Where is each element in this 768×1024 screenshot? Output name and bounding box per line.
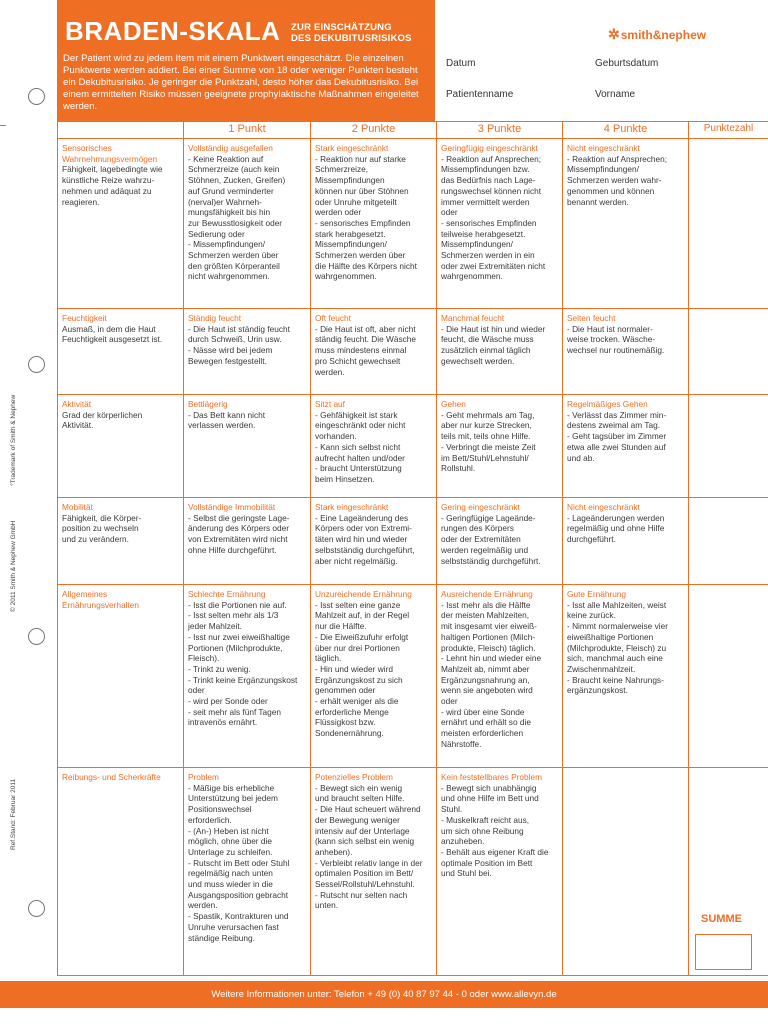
- score-line: - Kann sich selbst nicht: [315, 441, 401, 452]
- score-line: etwa alle zwei Stunden auf: [567, 441, 666, 452]
- score-cell: [184, 585, 311, 768]
- header-cell: Punktezahl: [689, 122, 768, 139]
- score-line: - Isst selten eine ganze: [315, 599, 401, 610]
- score-line: - Geringfügige Lageände-: [441, 512, 536, 523]
- criterion-title: Feuchtigkeit: [62, 313, 107, 323]
- score-line: ständige Reibung.: [188, 932, 255, 943]
- score-line: pro Schicht gewechselt: [315, 355, 401, 366]
- table-row: [58, 768, 768, 976]
- score-line: der meisten Mahlzeiten,: [441, 610, 530, 621]
- score-line: - Die Haut ist oft, aber nicht: [315, 323, 416, 334]
- logo-star-icon: ✲: [608, 26, 620, 42]
- score-title: Problem: [188, 772, 219, 782]
- score-line: Unterlage zu schleifen.: [188, 846, 273, 857]
- score-line: vorhanden.: [315, 431, 357, 442]
- trademark-note: °Trademark of Smith & Nephew: [10, 394, 17, 486]
- score-title: Vollständig ausgefallen: [188, 143, 273, 153]
- header-banner: [57, 0, 435, 121]
- header-row: [58, 122, 768, 139]
- score-title: Stark eingeschränkt: [315, 502, 389, 512]
- score-title: Selten feucht: [567, 313, 616, 323]
- fold-mark: [0, 125, 6, 126]
- page-subtitle: ZUR EINSCHÄTZUNG DES DEKUBITUSRISIKOS: [291, 22, 412, 44]
- score-line: werden oder: [315, 207, 362, 218]
- score-line: Schmerzen werden in ein: [441, 250, 535, 261]
- score-line: keine zurück.: [567, 610, 616, 621]
- score-cell: [563, 139, 689, 309]
- score-line: - Trinkt keine Ergänzungskost: [188, 674, 298, 685]
- score-cell: [184, 395, 311, 498]
- score-title: Sitzt auf: [315, 399, 345, 409]
- points-input-cell[interactable]: [689, 585, 768, 768]
- score-line: - Eine Lageänderung des: [315, 512, 409, 523]
- criterion-cell: [58, 768, 184, 976]
- score-line: die Hälfte des Körpers nicht: [315, 260, 417, 271]
- criterion-description: nehmen und adäquat zu: [62, 185, 152, 196]
- score-line: Portionen (Milchprodukte,: [188, 642, 283, 653]
- score-line: zusätzlich einmal täglich: [441, 345, 531, 356]
- score-line: rungswechsel können nicht: [441, 185, 542, 196]
- score-title: Kein feststellbares Problem: [441, 772, 542, 782]
- score-line: Ausgangsposition gebracht: [188, 889, 289, 900]
- score-line: - Rutscht im Bett oder Stuhl: [188, 857, 290, 868]
- score-cell: [437, 139, 563, 309]
- table-row: [58, 585, 768, 768]
- score-cell: [311, 498, 437, 585]
- header-cell: 4 Punkte: [563, 122, 689, 139]
- field-vorname[interactable]: Vorname: [595, 89, 636, 100]
- score-line: Nährstoffe.: [441, 738, 482, 749]
- binder-hole: [28, 88, 45, 105]
- criterion-description: position zu wechseln: [62, 523, 139, 534]
- score-line: - sensorisches Empfinden: [315, 217, 411, 228]
- footer-info: Weitere Informationen unter: Telefon + 49 (0) 40 87 97 44 - 0 oder www.allevyn.de: [0, 981, 768, 1008]
- score-line: feucht, die Wäsche muss: [441, 334, 534, 345]
- score-line: stark herabgesetzt.: [315, 228, 386, 239]
- score-line: durch Schweiß, Urin usw.: [188, 334, 282, 345]
- score-line: - sensorisches Empfinden: [441, 217, 537, 228]
- score-line: Schmerzen werden wahr-: [567, 175, 662, 186]
- score-line: Sessel/Rollstuhl/Lehnstuhl.: [315, 879, 415, 890]
- points-input-cell[interactable]: [689, 498, 768, 585]
- header-cell: 3 Punkte: [437, 122, 563, 139]
- criterion-cell: [58, 585, 184, 768]
- score-line: oder der Extremitäten: [441, 534, 521, 545]
- criterion-title: Aktivität: [62, 399, 92, 409]
- score-line: über nur drei Portionen: [315, 642, 400, 653]
- score-line: - Die Haut scheuert während: [315, 804, 421, 815]
- points-input-cell[interactable]: [689, 309, 768, 395]
- criterion-title: Reibungs- und Scherkräfte: [62, 772, 161, 782]
- score-line: Schmerzen werden über: [188, 250, 279, 261]
- score-cell: [311, 585, 437, 768]
- score-line: auf Grund verminderter: [188, 185, 274, 196]
- score-line: Schmerzreize (auch kein: [188, 164, 280, 175]
- score-line: Unruhe verursachen fast: [188, 921, 279, 932]
- score-line: den größten Körperanteil: [188, 260, 280, 271]
- score-line: ohne Hilfe durchgeführt.: [188, 544, 277, 555]
- score-line: - Braucht keine Nahrungs-: [567, 674, 664, 685]
- criterion-description: Grad der körperlichen: [62, 409, 143, 420]
- score-title: Bettlägerig: [188, 399, 228, 409]
- score-line: - Nässe wird bei jedem: [188, 345, 273, 356]
- score-cell: [184, 768, 311, 976]
- binder-hole: [28, 628, 45, 645]
- score-line: - Nimmt normalerweise vier: [567, 621, 668, 632]
- score-line: anheben).: [315, 846, 353, 857]
- score-line: - Gehfähigkeit ist stark: [315, 409, 398, 420]
- score-line: rungen des Körpers: [441, 523, 514, 534]
- score-line: änderung des Körpers oder: [188, 523, 290, 534]
- score-line: muss mindestens einmal: [315, 345, 407, 356]
- score-line: - Hin und wieder wird: [315, 663, 393, 674]
- score-cell: [311, 139, 437, 309]
- score-line: möglich, ohne über die: [188, 836, 272, 847]
- score-line: - Lageänderungen werden: [567, 512, 665, 523]
- field-geburtsdatum[interactable]: Geburtsdatum: [595, 58, 659, 69]
- score-line: Missempfindungen/: [315, 239, 387, 250]
- criterion-description: Ausmaß, in dem die Haut: [62, 323, 156, 334]
- copyright-note: © 2011 Smith & Nephew GmbH: [10, 520, 17, 612]
- score-title: Nicht eingeschränkt: [567, 502, 640, 512]
- score-line: der Bewegung weniger: [315, 814, 400, 825]
- score-line: weise trocken. Wäsche-: [567, 334, 656, 345]
- score-line: und braucht selten Hilfe.: [315, 793, 405, 804]
- score-line: - wird per Sonde oder: [188, 696, 268, 707]
- score-cell: [437, 585, 563, 768]
- page-title: BRADEN-SKALA: [65, 16, 281, 46]
- score-line: und ohne Hilfe im Bett und: [441, 793, 539, 804]
- score-cell: [563, 395, 689, 498]
- score-line: erforderliche Menge: [315, 706, 389, 717]
- score-line: sich, manchmal auch eine: [567, 653, 663, 664]
- score-line: benannt werden.: [567, 196, 629, 207]
- score-line: - Muskelkraft reicht aus,: [441, 814, 530, 825]
- score-line: Schmerzen werden über: [315, 250, 406, 261]
- score-line: oder: [441, 207, 458, 218]
- score-line: Rollstuhl.: [441, 463, 476, 474]
- score-line: Schmerzreize,: [315, 164, 369, 175]
- score-line: meisten erforderlichen: [441, 728, 524, 739]
- score-line: oder: [188, 685, 205, 696]
- score-title: Gering eingeschränkt: [441, 502, 520, 512]
- score-line: werden.: [188, 900, 218, 911]
- score-title: Geringfügig eingeschränkt: [441, 143, 538, 153]
- score-line: - Isst nur zwei eiweißhaltige: [188, 631, 290, 642]
- score-line: regelmäßig nach unten: [188, 868, 273, 879]
- score-cell: [311, 768, 437, 976]
- score-line: - Bewegt sich unabhängig: [441, 782, 537, 793]
- score-line: aber nicht regelmäßig.: [315, 555, 398, 566]
- criterion-description: reagieren.: [62, 196, 100, 207]
- score-line: - (An-) Heben ist nicht: [188, 825, 269, 836]
- score-title: Oft feucht: [315, 313, 351, 323]
- score-line: um sich ohne Reibung: [441, 825, 524, 836]
- score-line: anzuheben.: [441, 836, 485, 847]
- score-line: gewechselt werden.: [441, 355, 515, 366]
- criterion-cell: [58, 395, 184, 498]
- score-line: intensiv auf der Unterlage: [315, 825, 410, 836]
- score-line: werden.: [315, 366, 345, 377]
- score-line: - Geht mehrmals am Tag,: [441, 409, 535, 420]
- score-line: intravenös ernährt.: [188, 717, 258, 728]
- score-cell: [184, 309, 311, 395]
- criterion-cell: [58, 139, 184, 309]
- score-line: Sondenernährung.: [315, 728, 384, 739]
- score-line: mit insgesamt vier eiweiß-: [441, 621, 537, 632]
- score-line: - Das Bett kann nicht: [188, 409, 266, 420]
- criterion-cell: [58, 309, 184, 395]
- criterion-title: Mobilität: [62, 502, 93, 512]
- score-line: - Verlässt das Zimmer min-: [567, 409, 667, 420]
- score-line: optimalen Position im Bett/: [315, 868, 414, 879]
- score-line: Flüssigkost bzw.: [315, 717, 376, 728]
- score-cell: [311, 309, 437, 395]
- points-input-cell[interactable]: [689, 139, 768, 309]
- score-line: und ab.: [567, 452, 595, 463]
- score-line: Fleisch).: [188, 653, 220, 664]
- score-line: - Die Haut ist hin und wieder: [441, 323, 546, 334]
- score-line: täglich.: [315, 653, 342, 664]
- score-line: nur die Hälfte.: [315, 621, 367, 632]
- score-line: wahrgenommen.: [441, 271, 503, 282]
- binder-hole: [28, 356, 45, 373]
- score-line: - Reaktion auf Ansprechen;: [441, 153, 542, 164]
- table-row: [58, 139, 768, 309]
- score-line: teils mit, teils ohne Hilfe.: [441, 431, 531, 442]
- score-line: unten.: [315, 900, 339, 911]
- score-title: Ausreichende Ernährung: [441, 589, 533, 599]
- braden-scale-table: [57, 121, 768, 976]
- table-row: [58, 309, 768, 395]
- score-line: ergänzungskost.: [567, 685, 628, 696]
- score-line: - braucht Unterstützung: [315, 463, 402, 474]
- score-line: regelmäßig und ohne Hilfe: [567, 523, 665, 534]
- score-line: - Behält aus eigener Kraft die: [441, 846, 549, 857]
- score-line: wahrgenommen.: [315, 271, 377, 282]
- score-line: - Die Haut ist ständig feucht: [188, 323, 290, 334]
- score-cell: [184, 498, 311, 585]
- score-line: - seit mehr als fünf Tagen: [188, 706, 282, 717]
- score-title: Gute Ernährung: [567, 589, 627, 599]
- score-line: ernährt und erhält so die: [441, 717, 531, 728]
- score-line: - Spastik, Kontrakturen und: [188, 911, 289, 922]
- score-line: von Extremitäten wird nicht: [188, 534, 288, 545]
- criterion-description: Aktivität.: [62, 420, 94, 431]
- score-title: Potenzielles Problem: [315, 772, 393, 782]
- score-line: - Isst die Portionen nie auf.: [188, 599, 287, 610]
- score-cell: [437, 498, 563, 585]
- score-line: Positionswechsel: [188, 804, 252, 815]
- score-line: - Geht tagsüber im Zimmer: [567, 431, 667, 442]
- header-cell: [58, 122, 184, 139]
- score-cell: [563, 309, 689, 395]
- score-line: können nur über Stöhnen: [315, 185, 409, 196]
- score-line: optimale Position im Bett: [441, 857, 533, 868]
- score-line: - Isst mehr als die Hälfte: [441, 599, 531, 610]
- score-line: Missempfindungen/: [441, 239, 513, 250]
- criterion-cell: [58, 498, 184, 585]
- score-cell: [311, 395, 437, 498]
- score-line: beim Hinsetzen.: [315, 473, 375, 484]
- score-cell: [437, 309, 563, 395]
- field-datum[interactable]: Datum: [446, 58, 476, 69]
- score-line: Ergänzungskost zu sich: [315, 674, 403, 685]
- criterion-description: Feuchtigkeit ausgesetzt ist.: [62, 334, 163, 345]
- summe-label: SUMME: [701, 913, 742, 925]
- score-title: Ständig feucht: [188, 313, 242, 323]
- score-line: wenn sie angeboten wird: [441, 685, 533, 696]
- header-cell: 2 Punkte: [311, 122, 437, 139]
- criterion-description: Fähigkeit, lagebedingte wie künstliche Reize wahrzu-: [62, 164, 163, 186]
- score-line: Missempfindungen: [315, 175, 385, 186]
- score-line: mungsfähigkeit bis hin: [188, 207, 271, 218]
- score-line: im Bett/Stuhl/Lehnstuhl/: [441, 452, 529, 463]
- score-line: teilweise herabgesetzt.: [441, 228, 526, 239]
- score-line: (Milchprodukte, Fleisch) zu: [567, 642, 667, 653]
- score-line: Sedierung oder: [188, 228, 245, 239]
- score-line: - Trinkt zu wenig.: [188, 663, 251, 674]
- score-title: Gehen: [441, 399, 466, 409]
- score-cell: [184, 139, 311, 309]
- score-line: - Die Haut ist normaler-: [567, 323, 653, 334]
- score-line: und muss wieder in die: [188, 879, 273, 890]
- score-cell: [437, 768, 563, 976]
- score-title: Nicht eingeschränkt: [567, 143, 640, 153]
- score-line: das Bedürfnis nach Lage-: [441, 175, 536, 186]
- score-title: Manchmal feucht: [441, 313, 505, 323]
- score-line: Ergänzungsnahrung an,: [441, 674, 530, 685]
- score-line: Mahlzeit auf, in der Regel: [315, 610, 410, 621]
- score-line: (kann sich selbst ein wenig: [315, 836, 415, 847]
- score-line: täten wird hin und wieder: [315, 534, 408, 545]
- score-line: - Mäßige bis erhebliche: [188, 782, 275, 793]
- score-line: nicht wahrgenommen.: [188, 271, 270, 282]
- table-row: [58, 395, 768, 498]
- criterion-title: Sensorisches Wahrnehmungsvermögen: [62, 143, 158, 164]
- score-line: - Die Eiweißzufuhr erfolgt: [315, 631, 409, 642]
- score-line: - Lehnt hin und wieder eine: [441, 653, 542, 664]
- header-cell: 1 Punkt: [184, 122, 311, 139]
- score-line: selbstständig durchgeführt,: [315, 544, 415, 555]
- score-line: aufrecht halten und/oder: [315, 452, 405, 463]
- score-line: verlassen werden.: [188, 420, 256, 431]
- score-title: Unzureichende Ernährung: [315, 589, 412, 599]
- intro-text: Der Patient wird zu jedem Item mit einem Punktwert eingeschätzt. Die einzelnen Punktwerte werden addiert. Bei einer Summe von 18 oder weniger Punkten besteht ein Dekubitusrisiko. Je geringer die Punktzahl, desto höher das Dekubitusrisiko. Bei einem ermittelten Risiko müssen geeignete prophylaktische Maßnahmen eingeleitet werden.: [63, 53, 419, 112]
- score-line: Missempfindungen bzw.: [441, 164, 530, 175]
- score-line: werden regelmäßig und: [441, 544, 529, 555]
- score-line: - Reaktion nur auf starke: [315, 153, 406, 164]
- score-title: Stark eingeschränkt: [315, 143, 389, 153]
- score-line: eiweißhaltige Portionen: [567, 631, 654, 642]
- score-line: - wird über eine Sonde: [441, 706, 525, 717]
- score-line: genommen oder: [315, 685, 376, 696]
- score-cell: [563, 585, 689, 768]
- brand-logo: ✲smith&nephew: [608, 26, 707, 42]
- score-title: Schlechte Ernährung: [188, 589, 266, 599]
- summe-input[interactable]: [695, 934, 752, 970]
- score-line: - Bewegt sich ein wenig: [315, 782, 403, 793]
- score-line: Unterstützung bei jedem: [188, 793, 278, 804]
- score-line: - Rutscht nur selten nach: [315, 889, 408, 900]
- score-line: Missempfindungen/: [567, 164, 639, 175]
- score-line: - Verbringt die meiste Zeit: [441, 441, 536, 452]
- score-line: - Verbleibt relativ lange in der: [315, 857, 423, 868]
- score-line: immer vermittelt werden: [441, 196, 530, 207]
- score-line: aber nur kurze Strecken,: [441, 420, 532, 431]
- score-line: eingeschränkt oder nicht: [315, 420, 406, 431]
- score-line: - Keine Reaktion auf: [188, 153, 264, 164]
- score-line: produkte, Fleisch) täglich.: [441, 642, 536, 653]
- score-line: Stöhnen, Zucken, Greifen): [188, 175, 286, 186]
- score-cell: [437, 395, 563, 498]
- score-line: ständig feucht. Die Wäsche: [315, 334, 416, 345]
- score-cell: [563, 768, 689, 976]
- points-input-cell[interactable]: [689, 395, 768, 498]
- score-line: Körpers oder von Extremi-: [315, 523, 412, 534]
- score-cell: [563, 498, 689, 585]
- score-title: Vollständige Immobilität: [188, 502, 276, 512]
- score-line: jeder Mahlzeit.: [188, 621, 242, 632]
- table-row: [58, 498, 768, 585]
- score-line: Mahlzeit ab, nimmt aber: [441, 663, 530, 674]
- field-patientenname[interactable]: Patientenname: [446, 89, 514, 100]
- score-line: Bewegen festgestellt.: [188, 355, 267, 366]
- score-line: - Reaktion auf Ansprechen;: [567, 153, 668, 164]
- reference-date: Ref.Stand: Februar 2011: [10, 778, 17, 850]
- score-line: - erhält weniger als die: [315, 696, 399, 707]
- score-line: - Missempfindungen/: [188, 239, 266, 250]
- score-line: oder Unruhe mitgeteilt: [315, 196, 397, 207]
- score-line: wechsel nur routinemäßig.: [567, 345, 665, 356]
- score-line: selbstständig durchgeführt.: [441, 555, 541, 566]
- criterion-description: Fähigkeit, die Körper-: [62, 512, 142, 523]
- score-line: haltigen Portionen (Milch-: [441, 631, 536, 642]
- score-line: und Stuhl bei.: [441, 868, 492, 879]
- score-line: zur Bewusstlosigkeit oder: [188, 217, 283, 228]
- score-line: erforderlich.: [188, 814, 232, 825]
- criterion-description: und zu verändern.: [62, 534, 129, 545]
- score-line: - Isst alle Mahlzeiten, weist: [567, 599, 667, 610]
- score-line: genommen und können: [567, 185, 655, 196]
- binder-hole: [28, 900, 45, 917]
- score-line: Stuhl.: [441, 804, 463, 815]
- score-line: oder zwei Extremitäten nicht: [441, 260, 546, 271]
- score-title: Regelmäßiges Gehen: [567, 399, 648, 409]
- score-line: (nerval)er Wahrneh-: [188, 196, 262, 207]
- score-line: oder: [441, 696, 458, 707]
- score-line: destens zweimal am Tag.: [567, 420, 660, 431]
- score-line: - Selbst die geringste Lage-: [188, 512, 290, 523]
- score-line: - Isst selten mehr als 1/3: [188, 610, 279, 621]
- criterion-title: Allgemeines Ernährungsverhalten: [62, 589, 140, 610]
- score-line: Zwischenmahlzeit.: [567, 663, 636, 674]
- score-line: durchgeführt.: [567, 534, 616, 545]
